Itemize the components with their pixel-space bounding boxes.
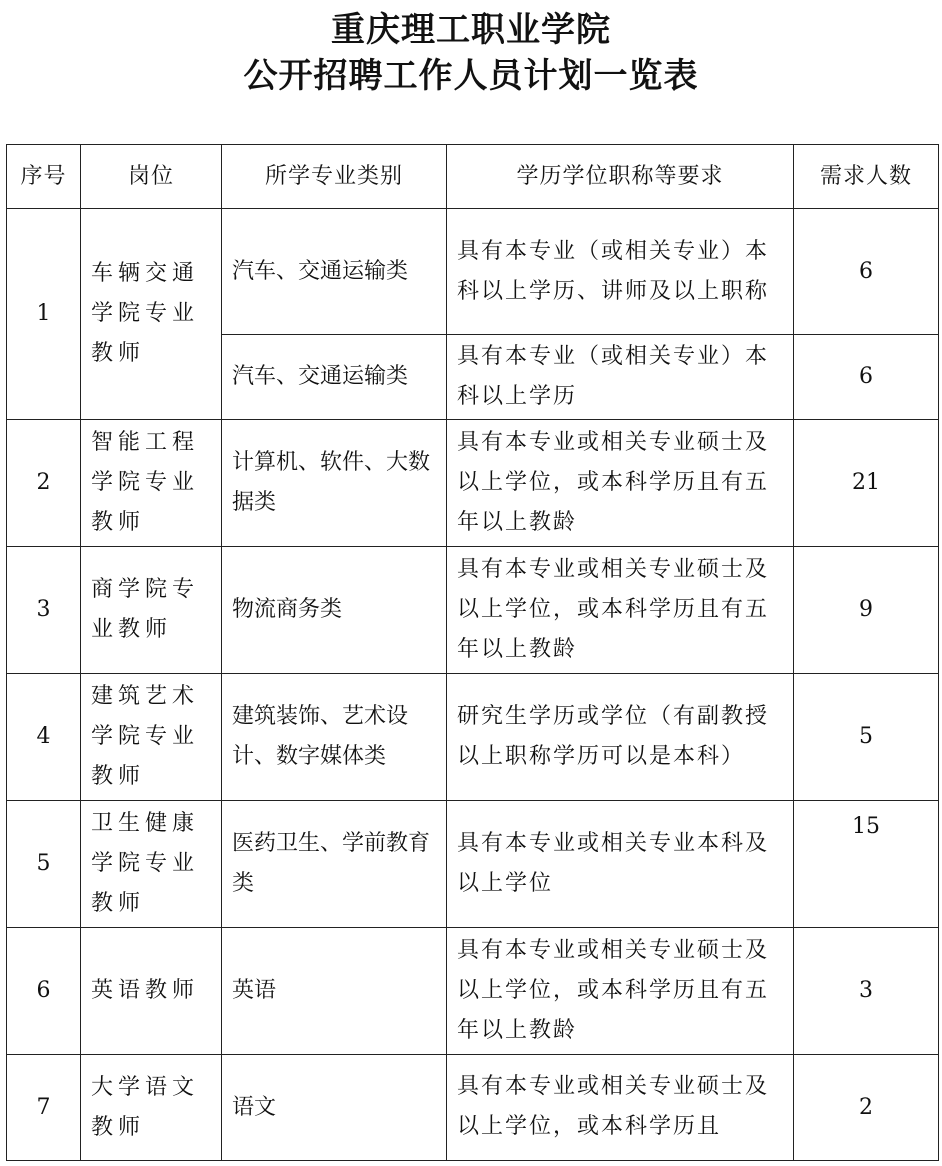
cell-requirement: 具有本专业或相关专业硕士及以上学位，或本科学历且 [447,1055,794,1161]
cell-seq: 3 [7,547,81,674]
cell-seq: 5 [7,801,81,928]
header-requirement: 学历学位职称等要求 [447,145,794,209]
document-title-line2: 公开招聘工作人员计划一览表 [243,56,699,96]
cell-position: 大学语文教师 [81,1055,222,1161]
header-major: 所学专业类别 [222,145,447,209]
cell-position: 商学院专业教师 [81,547,222,674]
cell-major: 物流商务类 [222,547,447,674]
recruitment-plan-table [6,144,939,1161]
cell-requirement: 具有本专业（或相关专业）本科以上学历 [447,335,794,420]
cell-major: 医药卫生、学前教育类 [222,801,447,928]
cell-position: 英语教师 [81,928,222,1055]
cell-requirement: 具有本专业或相关专业硕士及以上学位，或本科学历且有五年以上教龄 [447,928,794,1055]
cell-count: 21 [794,420,939,547]
cell-count: 15 [794,801,939,928]
cell-requirement: 具有本专业或相关专业硕士及以上学位，或本科学历且有五年以上教龄 [447,547,794,674]
cell-seq: 1 [7,209,81,420]
table-row [7,209,939,335]
cell-seq: 6 [7,928,81,1055]
cell-position: 建筑艺术学院专业教师 [81,674,222,801]
cell-seq: 7 [7,1055,81,1161]
table-header-row [7,145,939,209]
cell-major: 汽车、交通运输类 [222,209,447,335]
cell-major: 英语 [222,928,447,1055]
cell-count: 3 [794,928,939,1055]
header-count: 需求人数 [794,145,939,209]
cell-count: 5 [794,674,939,801]
cell-count: 9 [794,547,939,674]
header-position: 岗位 [81,145,222,209]
cell-requirement: 具有本专业或相关专业硕士及以上学位，或本科学历且有五年以上教龄 [447,420,794,547]
table-row [7,928,939,1055]
header-seq: 序号 [7,145,81,209]
cell-major: 语文 [222,1055,447,1161]
cell-requirement: 研究生学历或学位（有副教授以上职称学历可以是本科） [447,674,794,801]
table-row [7,801,939,928]
cell-count: 2 [794,1055,939,1161]
document-title-line1: 重庆理工职业学院 [331,10,611,50]
cell-seq: 4 [7,674,81,801]
cell-position: 卫生健康学院专业教师 [81,801,222,928]
cell-major: 汽车、交通运输类 [222,335,447,420]
cell-major: 计算机、软件、大数据类 [222,420,447,547]
cell-seq: 2 [7,420,81,547]
cell-count: 6 [794,209,939,335]
cell-count: 6 [794,335,939,420]
table-row [7,674,939,801]
table-row [7,547,939,674]
cell-position: 智能工程学院专业教师 [81,420,222,547]
table-row [7,1055,939,1161]
cell-requirement: 具有本专业（或相关专业）本科以上学历、讲师及以上职称 [447,209,794,335]
table-row [7,420,939,547]
cell-major: 建筑装饰、艺术设计、数字媒体类 [222,674,447,801]
cell-requirement: 具有本专业或相关专业本科及以上学位 [447,801,794,928]
cell-position: 车辆交通学院专业教师 [81,209,222,420]
